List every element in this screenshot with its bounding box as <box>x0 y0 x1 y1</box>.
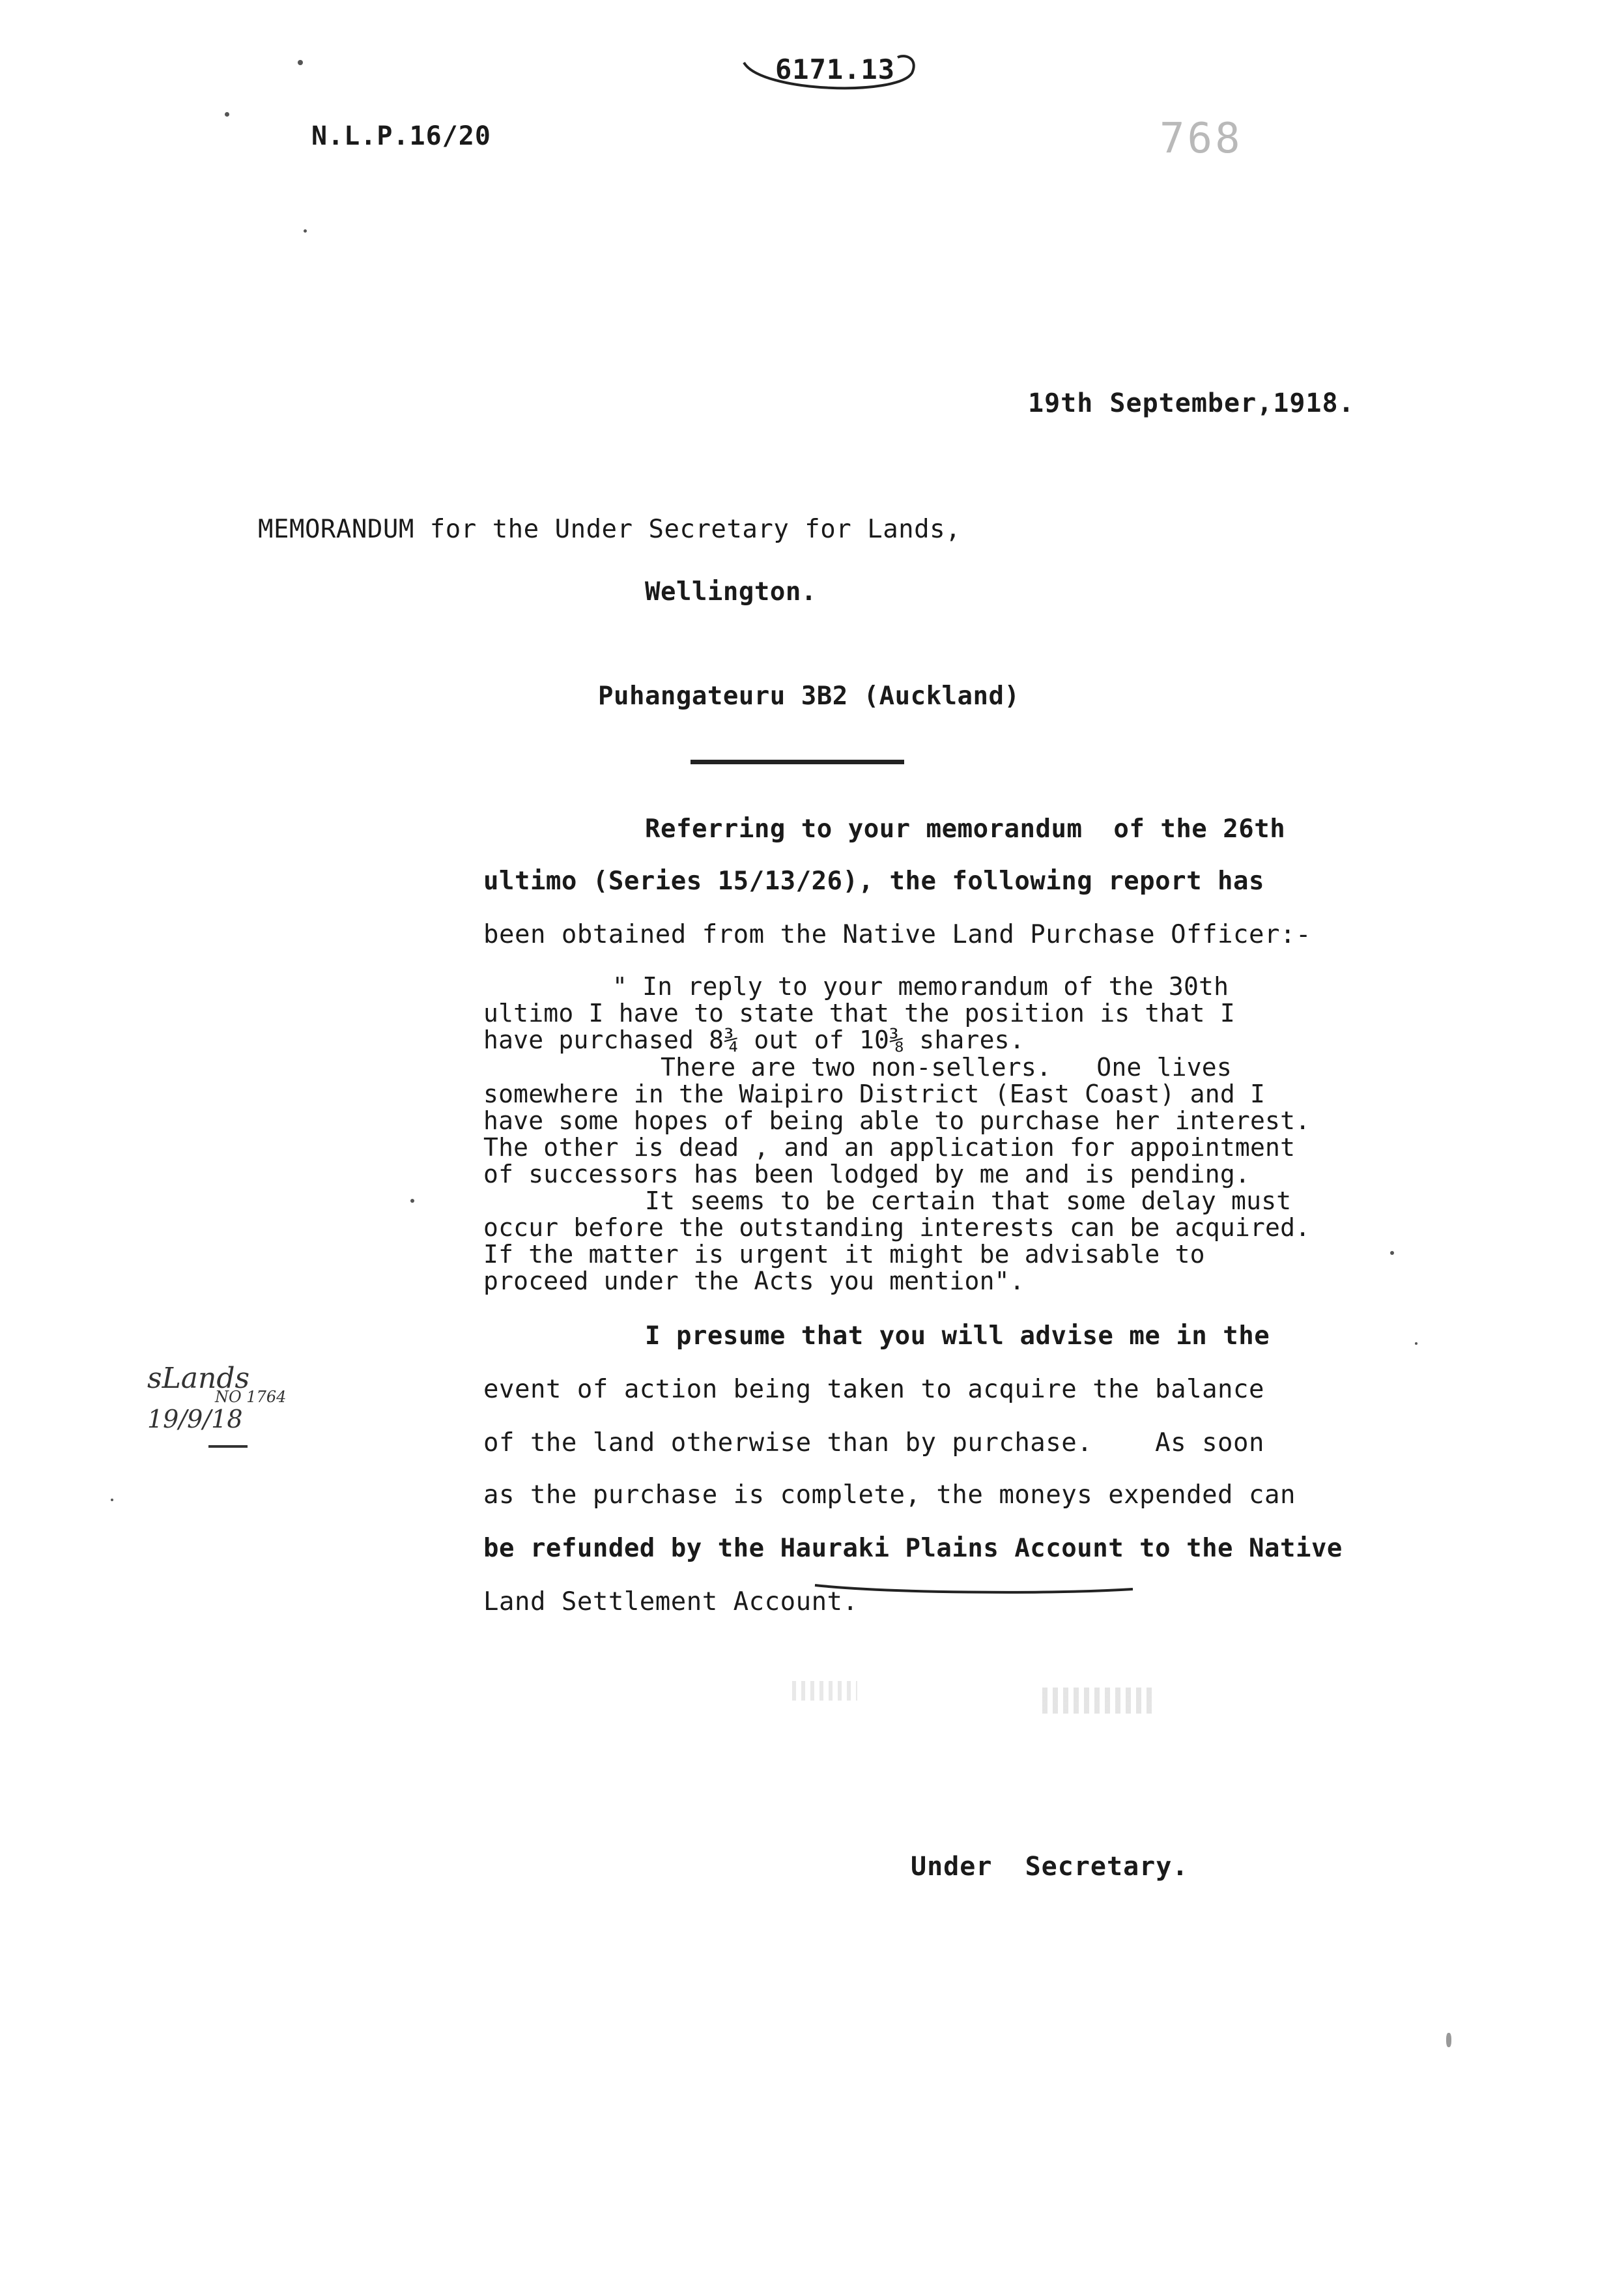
faint-mark-left <box>792 1681 857 1701</box>
closing-line-5: be refunded by the Hauraki Plains Account to the Native <box>483 1534 1343 1563</box>
file-reference: N.L.P.16/20 <box>311 121 491 151</box>
margin-note-underline <box>208 1445 248 1448</box>
quote-line-8: of successors has been lodged by me and is pending. <box>483 1160 1250 1188</box>
quote-line-5: somewhere in the Waipiro District (East Coast) and I <box>483 1080 1266 1108</box>
quote-line-10: occur before the outstanding interests can be acquired. <box>483 1213 1311 1242</box>
quote-line-7: The other is dead , and an application for appointment <box>483 1133 1296 1162</box>
paper-speck <box>304 229 307 233</box>
closing-line-3: of the land otherwise than by purchase. As soon <box>483 1428 1264 1458</box>
paper-speck <box>410 1199 414 1203</box>
paper-speck <box>225 112 229 117</box>
quote-line-3: have purchased 8¾ out of 10⅜ shares. <box>483 1026 1025 1054</box>
quote-line-1: " In reply to your memorandum of the 30th <box>612 972 1229 1001</box>
margin-note-line-2: NO 1764 <box>215 1388 287 1406</box>
addressee-line-2: Wellington. <box>645 577 817 607</box>
closing-line-6: Land Settlement Account. <box>483 1587 859 1617</box>
circled-file-number <box>735 47 924 100</box>
quote-line-12: proceed under the Acts you mention". <box>483 1267 1025 1295</box>
quote-line-9: It seems to be certain that some delay must <box>645 1186 1292 1215</box>
margin-handwritten-note <box>137 1362 293 1466</box>
letter-date: 19th September,1918. <box>1028 388 1355 418</box>
margin-note-line-1: sLands <box>147 1362 250 1395</box>
closing-line-1: I presume that you will advise me in the <box>645 1321 1270 1351</box>
hand-underline-stroke <box>799 1566 1124 1586</box>
addressee-line-1: MEMORANDUM for the Under Secretary for Lands, <box>258 515 962 544</box>
quote-line-4: There are two non-sellers. One lives <box>661 1053 1232 1082</box>
circled-number-text: 6171.13 <box>775 53 896 85</box>
subject-underline-rule <box>691 760 904 764</box>
paper-speck <box>1390 1251 1394 1255</box>
paper-speck <box>1415 1342 1417 1345</box>
intro-line-1: Referring to your memorandum of the 26th <box>645 814 1286 844</box>
subject-line: Puhangateuru 3B2 (Auckland) <box>598 682 1020 711</box>
quote-line-11: If the matter is urgent it might be advisable to <box>483 1240 1205 1269</box>
signature-block: Under Secretary. <box>911 1852 1189 1882</box>
closing-line-2: event of action being taken to acquire the balance <box>483 1375 1264 1404</box>
faint-stamp-number: 768 <box>1160 115 1243 163</box>
closing-line-4: as the purchase is complete, the moneys expended can <box>483 1480 1296 1510</box>
quote-line-6: have some hopes of being able to purchase her interest. <box>483 1106 1311 1135</box>
quote-line-2: ultimo I have to state that the position is that I <box>483 999 1235 1028</box>
intro-line-3: been obtained from the Native Land Purchase Officer:- <box>483 920 1311 949</box>
intro-line-2: ultimo (Series 15/13/26), the following report has <box>483 867 1264 896</box>
paper-speck <box>298 60 303 65</box>
paper-speck <box>1446 2033 1451 2047</box>
margin-note-line-3: 19/9/18 <box>147 1405 243 1433</box>
faint-mark-right <box>1042 1688 1153 1714</box>
pen-underline-icon <box>811 1579 1137 1598</box>
paper-speck <box>111 1499 113 1501</box>
